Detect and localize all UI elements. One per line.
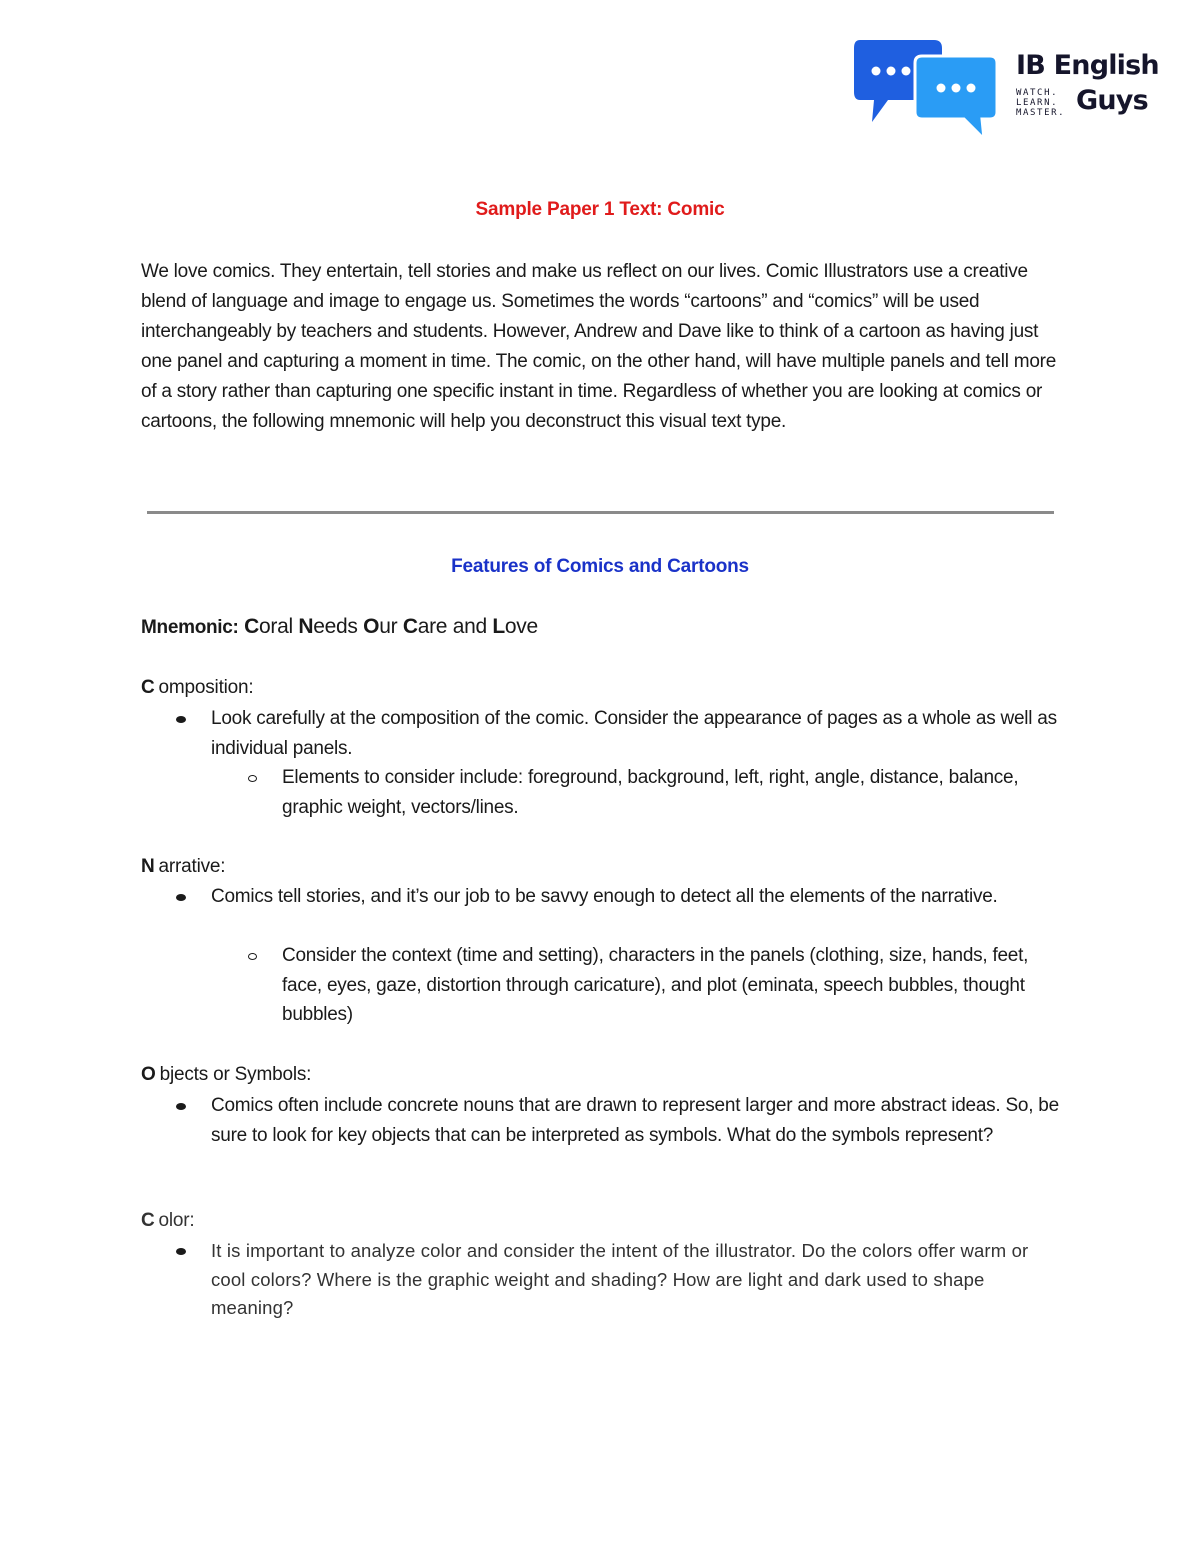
- sub-bullet-circle: [248, 775, 257, 782]
- mnemonic-initial-3: O: [363, 615, 380, 638]
- sub-bullet-composition: Elements to consider include: foreground, background, left, right, angle, distance, balance, graphic weight, vectors/lines.: [282, 767, 1019, 818]
- section-title: Features of Comics and Cartoons: [451, 556, 749, 577]
- mnemonic-word-4: are and: [417, 615, 487, 638]
- heading-rest: omposition:: [158, 677, 254, 698]
- horizontal-divider: [147, 511, 1054, 514]
- logo-brand-line-1: IB English: [1016, 50, 1159, 81]
- sub-bullet-circle: [248, 953, 257, 960]
- heading-initial: O: [141, 1064, 156, 1085]
- document-title: Sample Paper 1 Text: Comic: [475, 199, 725, 220]
- bullet-dot: [176, 894, 186, 901]
- bullet-color: It is important to analyze color and consider the intent of the illustrator. Do the colors offer warm or cool colors? Where is the graphic weight and shading? How are light and dark used to shape meaning?: [211, 1240, 1029, 1318]
- heading-objects-symbols: [141, 1064, 311, 1086]
- heading-composition: [141, 677, 254, 699]
- heading-narrative: [141, 856, 225, 878]
- heading-rest: olor:: [158, 1210, 195, 1231]
- bullet-dot: [176, 1248, 186, 1255]
- mnemonic-word-1: oral: [259, 615, 293, 638]
- bullet-objects-symbols: Comics often include concrete nouns that are drawn to represent larger and more abstract ideas. So, be sure to look for key objects that can be interpreted as symbols. What do the symbols represent?: [211, 1095, 1059, 1146]
- mnemonic-word-2: eeds: [313, 615, 358, 638]
- mnemonic-label: Mnemonic:: [141, 617, 239, 638]
- brand-logo: [852, 38, 1162, 142]
- logo-wordmark: [1016, 50, 1166, 140]
- logo-tagline-3: MASTER.: [1016, 108, 1066, 118]
- heading-rest: arrative:: [158, 856, 226, 877]
- mnemonic-word-3: ur: [379, 615, 398, 638]
- logo-tagline-2: LEARN.: [1016, 98, 1059, 108]
- heading-rest: bjects or Symbols:: [159, 1064, 312, 1085]
- bullet-dot: [176, 1103, 186, 1110]
- mnemonic-initial-1: C: [244, 615, 260, 638]
- heading-initial: N: [141, 856, 155, 877]
- heading-color: [141, 1210, 195, 1232]
- mnemonic-initial-4: C: [402, 615, 418, 638]
- sub-bullet-narrative: Consider the context (time and setting), characters in the panels (clothing, size, hands, feet, face, eyes, gaze, distortion through caricature), and plot (eminata, speech bubbles, thought bubbles): [282, 945, 1029, 1025]
- mnemonic-initial-5: L: [492, 615, 505, 638]
- bullet-dot: [176, 716, 186, 723]
- bullet-composition: Look carefully at the composition of the comic. Consider the appearance of pages as a whole as well as individual panels.: [211, 708, 1057, 759]
- bullet-narrative: Comics tell stories, and it’s our job to be savvy enough to detect all the elements of the narrative.: [211, 886, 998, 907]
- mnemonic-line: [141, 615, 538, 639]
- mnemonic-word-5: ove: [504, 615, 538, 638]
- chat-bubbles-icon: [852, 38, 1012, 142]
- intro-paragraph: We love comics. They entertain, tell stories and make us reflect on our lives. Comic Illustrators use a creative blend of language and image to engage us. Sometimes the words “cartoons” and “comics” will be used interchangeably by teachers and students. However, Andrew and Dave like to think of a cartoon as having just one panel and capturing a moment in time. The comic, on the other hand, will have multiple panels and tell more of a story rather than capturing one specific instant in time. Regardless of whether you are looking at comics or cartoons, the following mnemonic will help you deconstruct this visual text type.: [141, 261, 1057, 432]
- mnemonic-initial-2: N: [298, 615, 314, 638]
- logo-brand-line-2: Guys: [1076, 85, 1148, 116]
- heading-initial: C: [141, 677, 155, 698]
- logo-tagline: [1016, 88, 1076, 118]
- logo-tagline-1: WATCH.: [1016, 88, 1059, 98]
- heading-initial: C: [141, 1210, 155, 1231]
